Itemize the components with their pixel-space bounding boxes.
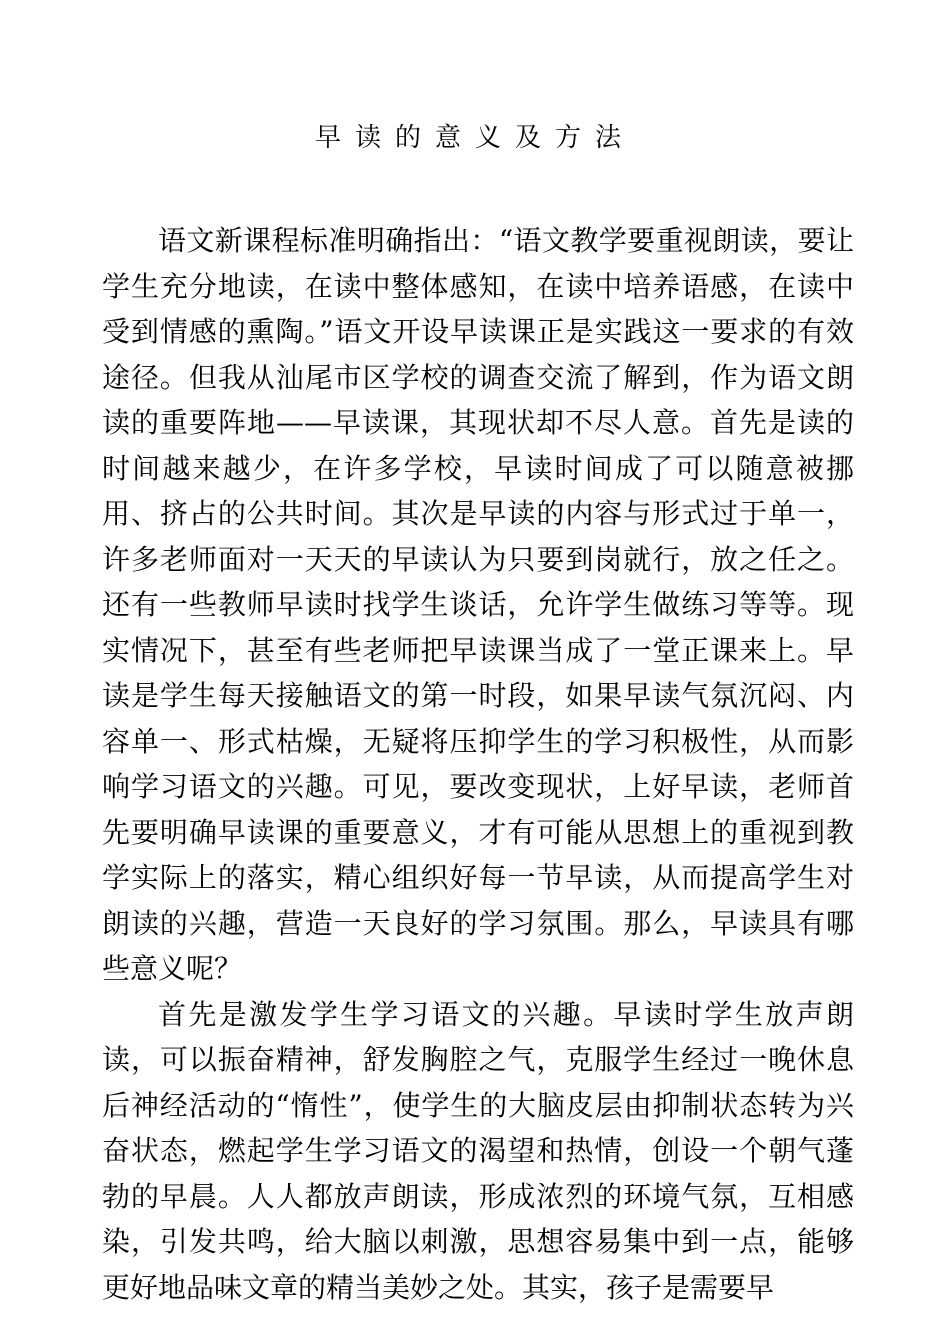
document-title: 早读的意义及方法	[314, 123, 635, 153]
paragraph-1: 语文新课程标准明确指出：“语文教学要重视朗读，要让学生充分地读，在读中整体感知，在读中培养语感，在读中受到情感的熏陶。”语文开设早读课正是实践这一要求的有效途径。但我从汕尾市区学校的调查交流了解到，作为语文朗读的重要阵地——早读课，其现状却不尽人意。首先是读的时间越来越少，在许多学校，早读时间成了可以随意被挪用、挤占的公共时间。其次是早读的内容与形式过于单一，许多老师面对一天天的早读认为只要到岗就行，放之任之。还有一些教师早读时找学生谈话，允许学生做练习等等。现实情况下，甚至有些老师把早读课当成了一堂正课来上。早读是学生每天接触语文的第一时段，如果早读气氛沉闷、内容单一、形式枯燥，无疑将压抑学生的学习积极性，从而影响学习语文的兴趣。可见，要改变现状，上好早读，老师首先要明确早读课的重要意义，才有可能从思想上的重视到教学实际上的落实，精心组织好每一节早读，从而提高学生对朗读的兴趣，营造一天良好的学习氛围。那么，早读具有哪些意义呢？	[102, 224, 854, 985]
document-body	[102, 218, 854, 1310]
paragraph-2: 首先是激发学生学习语文的兴趣。早读时学生放声朗读，可以振奋精神，舒发胸腔之气，克服学生经过一晚休息后神经活动的“惰性”，使学生的大脑皮层由抑制状态转为兴奋状态，燃起学生学习语文的渴望和热情，创设一个朝气蓬勃的早晨。人人都放声朗读，形成浓烈的环境气氛，互相感染，引发共鸣，给大脑以刺激，思想容易集中到一点，能够更好地品味文章的精当美妙之处。其实，孩子是需要早	[102, 997, 854, 1304]
